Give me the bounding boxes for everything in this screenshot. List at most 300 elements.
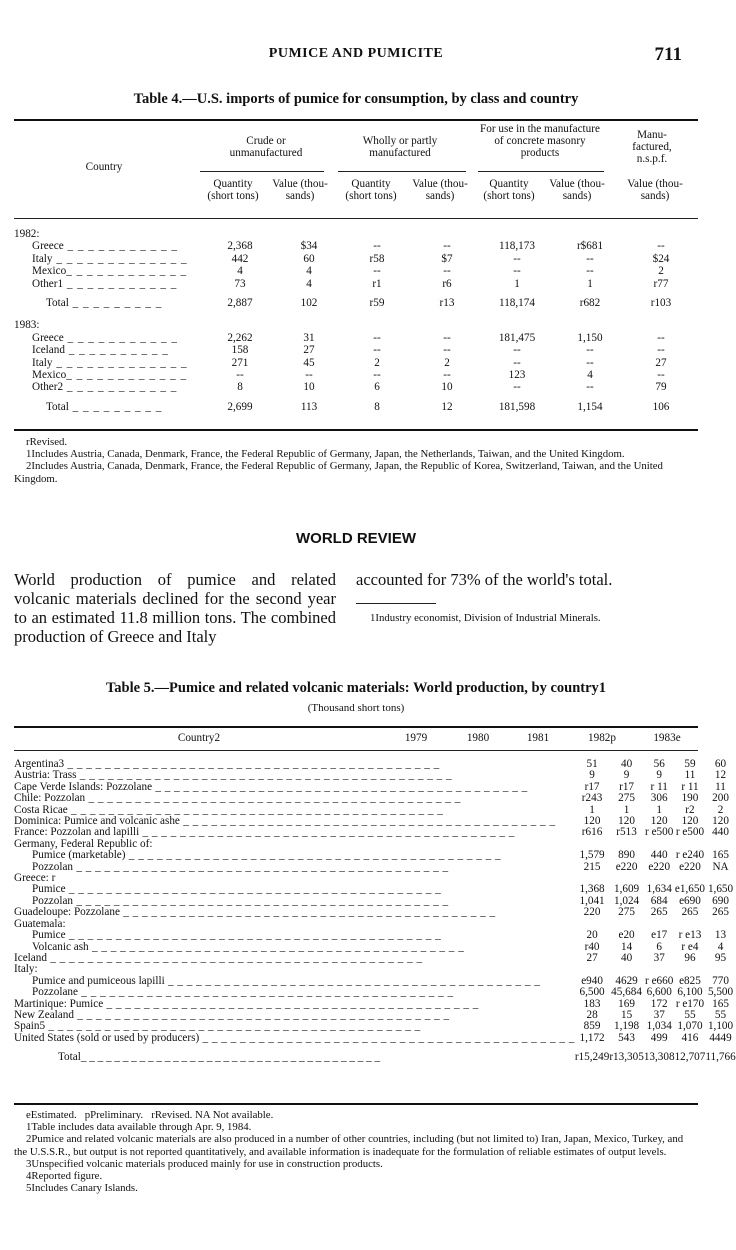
country-name: Pumice and pumiceous lapilli xyxy=(32,974,165,987)
value-1982: r2 xyxy=(685,803,695,816)
value-1979: r243 xyxy=(581,792,603,805)
country-name: Pumice xyxy=(32,883,66,896)
value-1979: 1,579 xyxy=(579,849,605,862)
total-value: 11,766 xyxy=(705,1051,736,1064)
value-1983: 165 xyxy=(712,997,729,1010)
manu-val: r103 xyxy=(650,297,672,310)
crude-qty: 271 xyxy=(231,356,249,369)
footnote-3: 3Unspecified volcanic materials produced mainly for use in construction products. xyxy=(26,1157,383,1170)
wholly-qty: r59 xyxy=(369,297,385,310)
country-cell: Other2 _ _ _ _ _ _ _ _ _ _ _ xyxy=(32,381,178,394)
table5-header-rule xyxy=(14,750,698,751)
country-name: Guatemala: xyxy=(14,917,66,930)
value-1979: 183 xyxy=(583,997,601,1010)
leader-dots: _ _ _ _ _ _ _ _ _ _ _ _ _ _ _ _ _ _ _ _ _ _ _ _ _ _ _ _ _ _ _ _ _ _ _ _ _ _ _ _ xyxy=(179,815,556,828)
crude-val: 45 xyxy=(303,356,315,369)
total-label: Total xyxy=(46,400,69,413)
manu-val: r77 xyxy=(653,277,669,290)
value-1982: 11 xyxy=(684,769,696,782)
manu-val: -- xyxy=(657,344,665,357)
country-name: Austria: Trass xyxy=(14,769,77,782)
footnote-2: 2Pumice and related volcanic materials are also produced in a number of other countries, including (but not limited to) Iran, Japan, Mexico, Turkey, and the U.S.S.R., but output is not reported quantitatively, and available information is inadequate for the formulation of reliable estimates of output levels. xyxy=(14,1133,684,1158)
value-1979: 1 xyxy=(589,803,595,816)
concrete-qty: -- xyxy=(513,344,521,357)
value-1980: 543 xyxy=(618,1031,635,1044)
country-name: Mexico xyxy=(32,265,67,278)
value-1980: 4629 xyxy=(615,974,638,987)
wholly-qty: 8 xyxy=(374,400,380,413)
value-1979: 9 xyxy=(589,769,595,782)
concrete-qty: 181,598 xyxy=(498,400,536,413)
table4-concrete-rule xyxy=(478,171,604,172)
table4-row xyxy=(14,278,698,290)
country-cell xyxy=(14,862,575,873)
wholly-qty: r58 xyxy=(369,252,385,265)
value-1983: 265 xyxy=(712,906,729,919)
total-value: r15,249 xyxy=(574,1051,610,1064)
concrete-val: 1,154 xyxy=(577,400,603,413)
manu-val: 79 xyxy=(655,381,667,394)
table4-top-rule xyxy=(14,119,698,121)
value-1979 xyxy=(575,964,610,975)
wholly-val: -- xyxy=(443,344,451,357)
leader-dots: _ _ _ _ _ _ _ _ _ _ _ _ _ _ _ _ _ _ _ _ _ _ _ _ _ _ _ _ _ _ _ _ _ _ _ _ _ _ _ _ xyxy=(73,860,449,873)
country-cell: Italy _ _ _ _ _ _ _ _ _ _ _ _ _ xyxy=(32,252,188,265)
value-1981: 684 xyxy=(650,894,668,907)
value-1979: 1,368 xyxy=(579,883,605,896)
table5-footnotes xyxy=(14,1109,698,1194)
value-1981: r 11 xyxy=(650,780,668,793)
crude-qty: 73 xyxy=(234,277,246,290)
table4-header-rule xyxy=(14,218,698,219)
value-1979: 20 xyxy=(586,929,598,942)
value-1980: e20 xyxy=(618,929,635,942)
leader-dots: _ _ _ _ _ _ _ _ _ _ _ _ _ _ _ _ _ _ _ _ _ _ _ _ _ _ _ _ _ _ _ _ _ _ _ _ _ _ _ _ xyxy=(199,1031,575,1044)
table5-top-rule xyxy=(14,726,698,728)
value-1980: 1,609 xyxy=(613,883,640,896)
wholly-qty: 6 xyxy=(374,381,380,394)
value-1982: 120 xyxy=(681,815,699,828)
total-cell: Total _ _ _ _ _ _ _ _ _ xyxy=(46,400,163,413)
value-1979: e940 xyxy=(581,974,603,987)
manu-val: 2 xyxy=(658,265,664,278)
crude-val: 102 xyxy=(300,297,318,310)
total-label: Total xyxy=(46,297,69,310)
world-review-paragraph-continued: accounted for 73% of the world's total. xyxy=(356,570,613,589)
country-name: Greece xyxy=(32,240,64,253)
crude-qty: 2,699 xyxy=(227,400,253,413)
value-1981 xyxy=(644,964,675,975)
concrete-qty: 181,475 xyxy=(498,331,536,344)
table4-subhead-wholly-qty: Quantity (short tons) xyxy=(345,178,397,202)
country-name: Costa Ricae xyxy=(14,803,68,816)
table4-group-crude: Crude or unmanufactured xyxy=(229,135,303,159)
leader-dots: _ _ _ _ _ _ _ _ _ _ _ _ _ _ _ _ _ _ _ _ _ _ _ _ _ _ _ _ _ _ _ _ _ _ _ _ _ _ _ _ xyxy=(76,769,453,782)
value-1982: e1,650 xyxy=(674,883,706,896)
country-name: Italy: xyxy=(14,963,38,976)
table5-body xyxy=(14,759,736,1064)
wholly-val: -- xyxy=(443,369,451,382)
value-1980: 169 xyxy=(618,997,635,1010)
country-name: Greece: r xyxy=(14,872,56,885)
value-1982: e825 xyxy=(679,974,701,987)
country-cell xyxy=(14,907,575,918)
value-1982: r e170 xyxy=(675,997,705,1010)
value-1981: 120 xyxy=(650,815,668,828)
table4-subhead-manu-val: Value (thou- sands) xyxy=(627,178,683,202)
value-1982: e220 xyxy=(679,860,701,873)
table5-subtitle: (Thousand short tons) xyxy=(307,702,405,714)
concrete-qty: 118,174 xyxy=(499,297,535,310)
value-1982: 416 xyxy=(681,1031,699,1044)
leader-dots: _ _ _ _ _ _ _ _ _ _ _ _ _ _ _ _ _ _ _ _ _ _ _ _ _ _ _ _ _ _ _ _ _ _ _ _ _ _ _ _ xyxy=(152,780,528,793)
country-name: Dominica: Pumice and volcanic ashe xyxy=(14,815,180,828)
value-1980: 1 xyxy=(623,803,630,816)
concrete-val: r$681 xyxy=(576,240,604,253)
footnote-legend: eEstimated. pPreliminary. rRevised. NA Not available. xyxy=(26,1109,274,1121)
leader-dots: _ _ _ _ _ _ _ _ _ _ _ _ _ _ _ _ _ _ _ _ _ _ _ _ _ _ _ _ _ _ _ _ _ _ _ _ _ _ _ _ xyxy=(77,986,454,999)
concrete-val: -- xyxy=(586,252,594,265)
concrete-qty: -- xyxy=(513,381,521,394)
concrete-val: 1,150 xyxy=(577,331,603,344)
leader-dots: _ _ _ _ _ _ _ _ _ _ _ _ _ _ _ _ _ _ _ _ _ _ _ _ _ _ _ _ _ _ _ _ _ _ _ _ _ _ _ _ xyxy=(45,1020,421,1033)
value-1982: r e240 xyxy=(675,849,705,862)
country-name: Chile: Pozzolan xyxy=(14,792,86,805)
country-cell: Iceland _ _ _ _ _ _ _ _ _ _ xyxy=(32,344,169,357)
value-1980: 1,024 xyxy=(613,894,640,907)
value-1982: 190 xyxy=(681,792,699,805)
value-1982: 59 xyxy=(684,758,696,770)
value-1979: 859 xyxy=(583,1020,601,1033)
value-1983: 11 xyxy=(715,780,726,793)
total-label: Total xyxy=(58,1051,81,1064)
leader-dots: _ _ _ _ _ _ _ _ _ _ _ _ _ _ _ _ _ _ _ _ _ _ _ _ _ _ _ _ _ _ _ _ _ _ _ _ _ _ _ _ xyxy=(46,951,423,964)
author-footnote: 1Industry economist, Division of Industrial Minerals. xyxy=(370,612,601,624)
value-1979: r40 xyxy=(584,940,600,953)
country-name: Martinique: Pumice xyxy=(14,997,104,1010)
table4-row xyxy=(14,253,698,265)
concrete-qty: 1 xyxy=(514,277,520,290)
crude-val: 4 xyxy=(306,265,312,278)
concrete-val: -- xyxy=(586,356,594,369)
value-1981: 1,634 xyxy=(646,883,672,896)
value-1980: r513 xyxy=(616,826,637,839)
value-1983: 4449 xyxy=(709,1031,732,1044)
value-1983: 1,650 xyxy=(707,883,734,896)
table4-subhead-concrete-val: Value (thou- sands) xyxy=(549,178,605,202)
value-1980: 1,198 xyxy=(613,1020,640,1033)
value-1979: 120 xyxy=(583,815,601,828)
value-1979: 220 xyxy=(583,906,601,919)
country-name: Guadeloupe: Pozzolane xyxy=(14,906,120,919)
col-1980: 1980 xyxy=(466,732,490,745)
value-1980: r17 xyxy=(619,780,635,793)
leader-dots: _ _ _ _ _ _ _ _ _ _ _ _ _ _ _ _ _ _ _ _ _ _ _ _ _ _ _ _ _ _ _ _ _ _ _ _ _ _ _ _ xyxy=(103,997,479,1010)
value-1981: 265 xyxy=(650,906,668,919)
leader-dots: _ _ _ _ _ _ _ _ _ _ _ _ _ _ _ _ _ _ _ _ _ _ _ _ _ _ _ _ _ _ _ _ _ _ _ _ _ _ _ _ xyxy=(73,894,449,907)
table4-title: Table 4.—U.S. imports of pumice for consumption, by class and country xyxy=(133,91,579,107)
value-1979: 27 xyxy=(586,951,598,964)
value-1982: 55 xyxy=(684,1008,696,1021)
value-1983: 690 xyxy=(712,894,729,907)
table4-group-concrete: For use in the manufacture of concrete masonry products xyxy=(480,123,600,159)
country-cell: Greece _ _ _ _ _ _ _ _ _ _ _ xyxy=(32,240,178,253)
total-cell: Total _ _ _ _ _ _ _ _ _ xyxy=(46,297,163,310)
value-1981: 499 xyxy=(650,1031,668,1044)
crude-qty: 8 xyxy=(237,381,243,394)
crude-val: 31 xyxy=(303,331,315,344)
crude-val: -- xyxy=(305,369,313,382)
country-cell xyxy=(14,1033,575,1044)
table4-crude-rule xyxy=(200,171,324,172)
value-1980: 45,684 xyxy=(611,986,642,999)
table4-group-wholly: Wholly or partly manufactured xyxy=(362,135,438,159)
country-name: Pumice (marketable) xyxy=(32,849,126,862)
concrete-qty: 118,173 xyxy=(499,240,535,253)
concrete-qty: -- xyxy=(513,265,521,278)
value-1981: 9 xyxy=(656,769,662,782)
value-1980: 890 xyxy=(618,849,635,862)
manu-val: $24 xyxy=(652,252,670,265)
footnote-5: 5Includes Canary Islands. xyxy=(26,1182,138,1195)
country-name: Germany, Federal Republic of: xyxy=(14,837,153,850)
value-1980: 40 xyxy=(620,951,633,964)
table5-total-row xyxy=(14,1052,736,1063)
table4-row xyxy=(14,344,698,356)
country-name: Argentina3 xyxy=(14,758,65,770)
value-1982 xyxy=(675,964,706,975)
value-1981: 440 xyxy=(650,849,668,862)
value-1981: e17 xyxy=(651,929,668,942)
wholly-qty: r1 xyxy=(372,277,382,290)
wholly-val: r13 xyxy=(439,297,455,310)
value-1982: e690 xyxy=(679,894,701,907)
value-1980: 120 xyxy=(618,815,635,828)
value-1983: 200 xyxy=(712,792,729,805)
value-1979: 28 xyxy=(586,1008,598,1021)
country-cell xyxy=(14,953,575,964)
wholly-val: 12 xyxy=(441,400,453,413)
col-1979: 1979 xyxy=(404,732,428,745)
country-cell: Italy _ _ _ _ _ _ _ _ _ _ _ _ _ xyxy=(32,356,188,369)
country-name: Pozzolan xyxy=(32,894,74,907)
table4-row xyxy=(14,240,698,252)
country-name: Other1 xyxy=(32,277,64,290)
country-name: France: Pozzolan and lapilli xyxy=(14,826,140,839)
manu-val: -- xyxy=(657,369,665,382)
table4-row xyxy=(14,332,698,344)
table5-row xyxy=(14,907,736,918)
country-name: Other2 xyxy=(32,381,64,394)
value-1983: NA xyxy=(712,860,729,873)
country-name: Iceland xyxy=(32,344,65,357)
country-name: New Zealand xyxy=(14,1008,74,1021)
value-1980: 40 xyxy=(620,758,633,770)
col-country: Country2 xyxy=(177,732,221,745)
value-1979: 1,172 xyxy=(579,1031,605,1044)
crude-val: 27 xyxy=(303,344,315,357)
table4-bottom-rule xyxy=(14,429,698,431)
table5-row xyxy=(14,862,736,873)
value-1983: 120 xyxy=(712,815,729,828)
leader-dots: _ _ _ _ _ _ _ _ _ _ _ _ _ _ _ _ _ _ _ _ _ _ _ _ _ _ _ _ _ _ _ _ _ _ _ _ xyxy=(80,1051,381,1064)
leader-dots: _ _ _ _ _ _ _ _ _ _ _ _ _ _ _ _ _ _ _ _ _ _ _ _ _ _ _ _ _ _ _ _ _ _ _ _ _ _ _ _ xyxy=(64,758,440,770)
country-name: Italy xyxy=(32,252,53,265)
table4-row xyxy=(14,381,698,393)
year-label: 1982: xyxy=(14,228,40,240)
country-name: Pozzolan xyxy=(32,860,74,873)
footnote-1: 1Table includes data available through Apr. 9, 1984. xyxy=(26,1121,252,1134)
crude-val: 10 xyxy=(303,381,315,394)
footnote-4: 4Reported figure. xyxy=(26,1170,103,1183)
value-1981: 6,600 xyxy=(646,986,672,999)
value-1981: 6 xyxy=(656,940,662,953)
crude-val: 113 xyxy=(300,400,318,413)
value-1981: 172 xyxy=(650,997,668,1010)
concrete-qty: -- xyxy=(513,356,521,369)
wholly-val: -- xyxy=(443,265,451,278)
table4-year-row xyxy=(14,319,698,331)
value-1983: 165 xyxy=(712,849,729,862)
running-header: PUMICE AND PUMICITE xyxy=(268,46,444,61)
value-1982: 96 xyxy=(684,951,696,964)
col-1982: 1982p xyxy=(588,732,616,745)
country-cell: Mexico_ _ _ _ _ _ _ _ _ _ _ _ xyxy=(32,369,188,382)
leader-dots: _ _ _ _ _ _ _ _ _ _ _ _ _ _ _ _ _ _ _ _ _ _ _ _ _ _ _ _ _ _ _ _ _ _ _ _ _ _ _ _ xyxy=(164,974,541,987)
footnote-separator xyxy=(356,603,436,604)
country-name: Pumice xyxy=(32,929,66,942)
table4-subhead-crude-qty: Quantity (short tons) xyxy=(207,178,259,202)
value-1981: 56 xyxy=(653,758,665,770)
crude-qty: 4 xyxy=(237,265,243,278)
year-label: 1983: xyxy=(14,319,40,332)
leader-dots: _ _ _ _ _ _ _ _ _ _ _ _ _ _ _ _ _ _ _ _ _ _ _ _ _ _ _ _ _ _ _ _ _ _ _ _ _ _ _ _ xyxy=(65,929,442,942)
country-name: Italy xyxy=(32,356,53,369)
value-1983: 95 xyxy=(714,951,727,964)
wholly-qty: -- xyxy=(373,265,381,278)
value-1983: 13 xyxy=(714,929,727,942)
crude-val: 60 xyxy=(303,252,315,265)
value-1982: 6,100 xyxy=(677,986,703,999)
crude-qty: -- xyxy=(236,369,244,382)
leader-dots: _ _ _ _ _ _ _ _ _ _ _ _ _ _ _ _ _ _ _ _ _ _ _ _ _ _ _ _ _ _ _ _ _ _ _ _ _ _ _ _ xyxy=(67,803,444,816)
country-name: Spain5 xyxy=(14,1020,46,1033)
value-1983 xyxy=(705,964,735,975)
total-cell xyxy=(14,1052,575,1063)
value-1982: 1,070 xyxy=(677,1020,703,1033)
table4-total-row xyxy=(14,401,698,413)
section-heading: WORLD REVIEW xyxy=(296,530,416,547)
col-1983: 1983e xyxy=(653,732,681,745)
footnote-2: 2Includes Austria, Canada, Denmark, France, the Federal Republic of Germany, Japan, the Republic of Korea, Switzerland, Taiwan, and the United Kingdom. xyxy=(14,460,663,485)
value-1983: 12 xyxy=(714,769,727,782)
table4-row xyxy=(14,369,698,381)
country-name: Cape Verde Islands: Pozzolane xyxy=(14,780,153,793)
leader-dots: _ _ _ _ _ _ _ _ _ _ _ _ _ _ _ _ _ _ _ _ _ _ _ _ _ _ _ _ _ _ _ _ _ _ _ _ _ _ _ _ xyxy=(65,883,442,896)
crude-qty: 158 xyxy=(231,344,249,357)
table4-total-row xyxy=(14,297,698,309)
table4-row xyxy=(14,357,698,369)
value-1979: 215 xyxy=(583,860,601,873)
concrete-val: -- xyxy=(586,344,594,357)
leader-dots: _ _ _ _ _ _ _ _ _ _ _ _ _ _ _ _ _ _ _ _ _ _ _ _ _ _ _ _ _ _ _ _ _ _ _ _ _ _ _ _ xyxy=(73,1008,450,1021)
table4-subhead-wholly-val: Value (thou- sands) xyxy=(412,178,468,202)
value-1980: 14 xyxy=(620,940,633,953)
value-1979: r17 xyxy=(584,780,600,793)
value-1983: 770 xyxy=(712,974,729,987)
footnote-revised: rRevised. xyxy=(26,436,68,448)
country-cell: Greece _ _ _ _ _ _ _ _ _ _ _ xyxy=(32,331,178,344)
table5-header xyxy=(14,731,698,747)
table4-subhead-crude-val: Value (thou- sands) xyxy=(272,178,328,202)
wholly-qty: 2 xyxy=(374,356,380,369)
value-1980: 9 xyxy=(623,769,630,782)
country-cell: Other1 _ _ _ _ _ _ _ _ _ _ _ xyxy=(32,277,178,290)
manu-val: -- xyxy=(657,240,665,253)
value-1982: r e500 xyxy=(675,826,705,839)
value-1982: 265 xyxy=(681,906,699,919)
concrete-val: 1 xyxy=(587,277,593,290)
value-1980: e220 xyxy=(615,860,638,873)
country-cell: Mexico_ _ _ _ _ _ _ _ _ _ _ _ xyxy=(32,265,188,278)
country-name: Mexico xyxy=(32,369,67,382)
wholly-val: -- xyxy=(443,240,451,253)
manu-val: 27 xyxy=(655,356,667,369)
crude-qty: 2,262 xyxy=(227,331,253,344)
value-1981: 1 xyxy=(656,803,662,816)
value-1983: 1,100 xyxy=(707,1020,734,1033)
table5-title: Table 5.—Pumice and related volcanic materials: World production, by country1 xyxy=(105,680,607,696)
country-name: Iceland xyxy=(14,951,47,964)
value-1982: r e4 xyxy=(681,940,699,953)
table4-country-header: Country xyxy=(85,161,123,173)
country-name: United States (sold or used by producers) xyxy=(14,1031,200,1044)
value-1981: 1,034 xyxy=(646,1020,672,1033)
crude-val: $34 xyxy=(300,240,318,253)
crude-qty: 2,887 xyxy=(227,297,253,310)
value-1981: r e660 xyxy=(645,974,674,987)
value-1979: 51 xyxy=(586,758,598,770)
leader-dots: _ _ _ _ _ _ _ _ _ _ _ _ _ _ _ _ _ _ _ _ _ _ _ _ _ _ _ _ _ _ _ _ _ _ _ _ _ _ _ _ xyxy=(139,826,515,839)
table5-row xyxy=(14,953,736,964)
total-value: 13,308 xyxy=(643,1051,675,1064)
world-review-paragraph: World production of pumice and related volcanic materials declined for the second year to an estimated 11.8 million tons. The combined production of Greece and Italy xyxy=(14,570,336,646)
value-1982: r 11 xyxy=(681,780,699,793)
wholly-val: 10 xyxy=(441,381,453,394)
crude-qty: 442 xyxy=(231,252,249,265)
crude-qty: 2,368 xyxy=(227,240,253,253)
leader-dots: _ _ _ _ _ _ _ _ _ _ _ _ _ _ _ _ _ _ _ _ _ _ _ _ _ _ _ _ _ _ _ _ _ _ _ _ _ _ _ _ xyxy=(125,849,502,862)
value-1979: r616 xyxy=(581,826,603,839)
table4-subhead-concrete-qty: Quantity (short tons) xyxy=(483,178,535,202)
table4-year-row xyxy=(14,228,698,240)
concrete-qty: 123 xyxy=(508,369,526,382)
country-name: Greece xyxy=(32,331,64,344)
table4-row xyxy=(14,265,698,277)
page-number: 711 xyxy=(654,44,682,65)
total-value: r13,305 xyxy=(609,1051,644,1064)
concrete-val: 4 xyxy=(587,369,593,382)
wholly-qty: -- xyxy=(373,240,381,253)
value-1981: e220 xyxy=(648,860,671,873)
table5-row xyxy=(14,1033,736,1044)
table4-wholly-rule xyxy=(338,171,466,172)
crude-val: 4 xyxy=(306,277,312,290)
col-1981: 1981 xyxy=(526,732,550,745)
value-1983: 440 xyxy=(712,826,729,839)
leader-dots: _ _ _ _ _ _ _ _ _ _ _ _ _ _ _ _ _ _ _ _ _ _ _ _ _ _ _ _ _ _ _ _ _ _ _ _ _ _ _ _ xyxy=(119,906,496,919)
country-name: Pozzolane xyxy=(32,986,78,999)
